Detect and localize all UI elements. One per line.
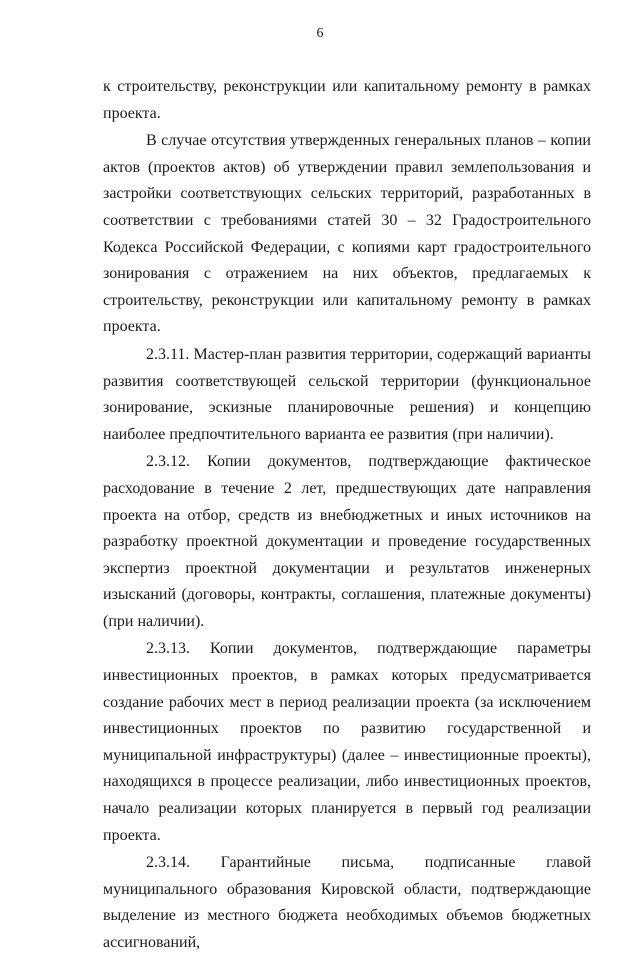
paragraph-continuation: к строительству, реконструкции или капитальному ремонту в рамках проекта. <box>103 78 591 122</box>
paragraph-item-2-3-13: 2.3.13. Копии документов, подтверждающие параметры инвестиционных проектов, в рамках которых предусматривается создание рабочих мест в период реализации проекта (за исключением инвестиционных проектов по развитию государственной и муниципальной инфраструктуры) (далее – инвестиционные проекты), находящихся в процессе реализации, либо инвестиционных проектов, начало реализации которых планируется в первый год реализации проекта. <box>103 640 591 844</box>
paragraph-item-2-3-12: 2.3.12. Копии документов, подтверждающие фактическое расходование в течение 2 лет, предшествующих дате направления проекта на отбор, средств из внебюджетных и иных источников на разработку проектной документации и проведение государственных экспертиз проектной документации и результатов инженерных изысканий (договоры, контракты, соглашения, платежные документы) (при наличии). <box>103 453 591 630</box>
paragraph-item-2-3-14: 2.3.14. Гарантийные письма, подписанные главой муниципального образования Кировской области, подтверждающие выделение из местного бюджета необходимых объемов бюджетных ассигнований, <box>103 854 591 951</box>
page-number: 6 <box>316 26 324 41</box>
document-body <box>103 74 591 957</box>
paragraph-no-general-plans: В случае отсутствия утвержденных генеральных планов – копии актов (проектов актов) об утверждении правил землепользования и застройки соответствующих сельских территорий, разработанных в соответствии с требованиями статей 30 – 32 Градостроительного Кодекса Российской Федерации, с копиями карт градостроительного зонирования с отражением на них объектов, предлагаемых к строительству, реконструкции или капитальному ремонту в рамках проекта. <box>103 132 591 336</box>
paragraph-item-2-3-11: 2.3.11. Мастер-план развития территории, содержащий варианты развития соответствующей сельской территории (функциональное зонирование, эскизные планировочные решения) и концепцию наиболее предпочтительного варианта ее развития (при наличии). <box>103 345 591 443</box>
